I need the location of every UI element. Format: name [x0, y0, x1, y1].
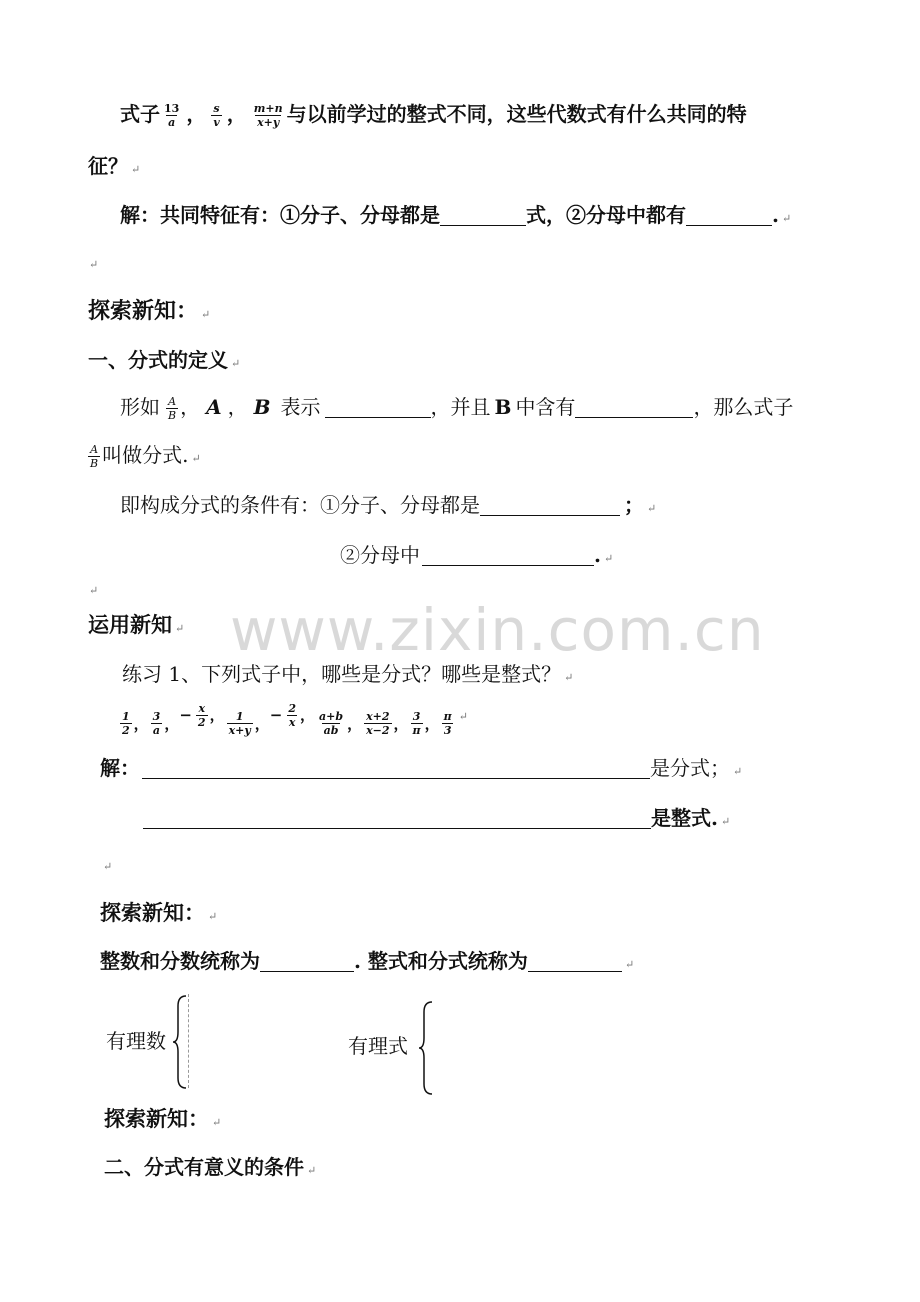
minus-sign: − [179, 706, 192, 724]
fraction: $\frac{\pi}{3}$ [443, 710, 452, 737]
exercise-expressions [118, 698, 468, 741]
exercise-expression [270, 698, 315, 732]
dashed-column-guide [188, 994, 189, 1088]
symbol-B: B [253, 395, 271, 419]
intro-line-1 [120, 100, 747, 129]
answer-whole-line: 是整式. ↵ [143, 804, 730, 836]
conditions-line-2: ②分母中 . ↵ [340, 543, 614, 567]
classify-line: 整数和分数统称为 . 整式和分式统称为 ↵ [100, 949, 635, 973]
fraction: $\frac{a+b}{ab}$ [319, 710, 344, 737]
return-mark: ↵ [781, 212, 792, 225]
blank-whole-expression[interactable] [440, 207, 526, 226]
blank-fractions-answer[interactable] [142, 760, 650, 779]
comma: ， [254, 714, 270, 733]
blank-num-den-are[interactable] [480, 497, 620, 516]
return-mark: ↵ [131, 163, 141, 176]
fraction: $\frac{1}{2}$ [122, 710, 130, 737]
exercise-expression [179, 698, 224, 732]
fraction: $\frac{1}{x+y}$ [228, 710, 251, 737]
comma: ， [424, 714, 440, 733]
comma: ， [300, 706, 316, 724]
intro-prefix: 式子 [120, 102, 160, 126]
return-mark: ↵ [208, 910, 218, 923]
rational-expression-label: 有理式 [348, 1034, 408, 1058]
blank-denominator-contains[interactable] [422, 547, 594, 566]
exercise-expression [409, 707, 440, 741]
fraction-s-over-v: $\frac{s}{v}$ [213, 102, 220, 129]
return-mark: ↵ [603, 552, 614, 565]
fraction-13-over-a: $\frac{13}{a}$ [164, 102, 180, 129]
blank-rational-expressions[interactable] [528, 953, 622, 972]
definition-line-1: 形如 $\frac{A}{B}$ ， A ， B 表示 ，并且 B 中含有 ，那么式子 [120, 395, 794, 422]
return-mark: ↵ [733, 765, 743, 778]
section-apply: 运用新知 ↵ [88, 612, 185, 637]
fraction-A-over-B: $\frac{A}{B}$ [168, 395, 177, 422]
definition-line-2: $\frac{A}{B}$ 叫做分式. ↵ [90, 443, 201, 470]
symbol-A: A [206, 395, 222, 419]
return-mark: ↵ [720, 815, 731, 828]
blank-rational-numbers[interactable] [260, 953, 354, 972]
intro-line-2: 征？ ↵ [88, 154, 141, 178]
return-mark: ↵ [89, 584, 99, 597]
comma: ， [393, 714, 409, 733]
intro-rest: 与以前学过的整式不同，这些代数式有什么共同的特 [286, 102, 747, 126]
fraction: $\frac{3}{\pi}$ [412, 710, 421, 737]
exercise-expression [315, 707, 362, 741]
exercise-expression [149, 707, 180, 741]
section-definition-heading: 一、分式的定义 ↵ [88, 348, 241, 372]
section-condition-heading: 二、分式有意义的条件 ↵ [104, 1155, 317, 1179]
fraction: $\frac{3}{a}$ [152, 710, 161, 737]
comma: ， [133, 714, 149, 733]
fraction: $\frac{2}{x}$ [288, 701, 297, 729]
exercise-title: 练习 1、下列式子中，哪些是分式？哪些是整式？ ↵ [122, 662, 574, 686]
watermark: www.zixin.com.cn [230, 596, 765, 664]
return-mark: ↵ [191, 452, 201, 465]
fraction-m-plus-n-over-x-plus-y: $\frac{m+n}{x+y}$ [253, 102, 283, 129]
section-explore-3: 探索新知： ↵ [104, 1106, 222, 1131]
answer-common-features: 解：共同特征有：①分子、分母都是 式，②分母中都有 . ↵ [120, 203, 792, 227]
rational-number-label: 有理数 [106, 1029, 166, 1053]
left-brace-rational-expression [418, 1000, 436, 1096]
fraction: $\frac{x+2}{x-2}$ [366, 710, 390, 737]
section-explore-2: 探索新知： ↵ [100, 900, 218, 925]
blank-whole-answer[interactable] [143, 810, 651, 829]
comma: ， [164, 714, 180, 733]
exercise-expression [225, 707, 270, 741]
comma: ， [209, 706, 225, 724]
return-mark: ↵ [231, 357, 241, 370]
return-mark: ↵ [175, 622, 185, 635]
return-mark: ↵ [103, 860, 113, 873]
return-mark: ↵ [564, 671, 574, 684]
return-mark: ↵ [624, 958, 635, 971]
blank-B-contains[interactable] [575, 399, 693, 418]
exercise-expression [440, 710, 456, 737]
section-explore-1: 探索新知： ↵ [88, 298, 211, 324]
answer-fraction-line: 解： 是分式； ↵ [100, 756, 743, 780]
return-mark: ↵ [212, 1116, 222, 1129]
conditions-line-1: 即构成分式的条件有：①分子、分母都是 ； ↵ [120, 493, 657, 517]
blank-denominator-feature[interactable] [686, 207, 772, 226]
return-mark: ↵ [307, 1164, 317, 1177]
return-mark: ↵ [647, 502, 657, 515]
exercise-expression [362, 707, 408, 741]
minus-sign: − [269, 706, 283, 724]
comma: ， [226, 102, 247, 126]
exercise-expression [118, 707, 149, 741]
return-mark: ↵ [89, 258, 99, 271]
fraction: $\frac{x}{2}$ [197, 701, 206, 729]
fraction-A-over-B: $\frac{A}{B}$ [90, 443, 99, 470]
return-mark: ↵ [201, 308, 211, 321]
return-mark: ↵ [458, 710, 468, 723]
comma: ， [186, 102, 207, 126]
blank-A-B-represent[interactable] [325, 399, 431, 418]
comma: ， [347, 714, 363, 733]
